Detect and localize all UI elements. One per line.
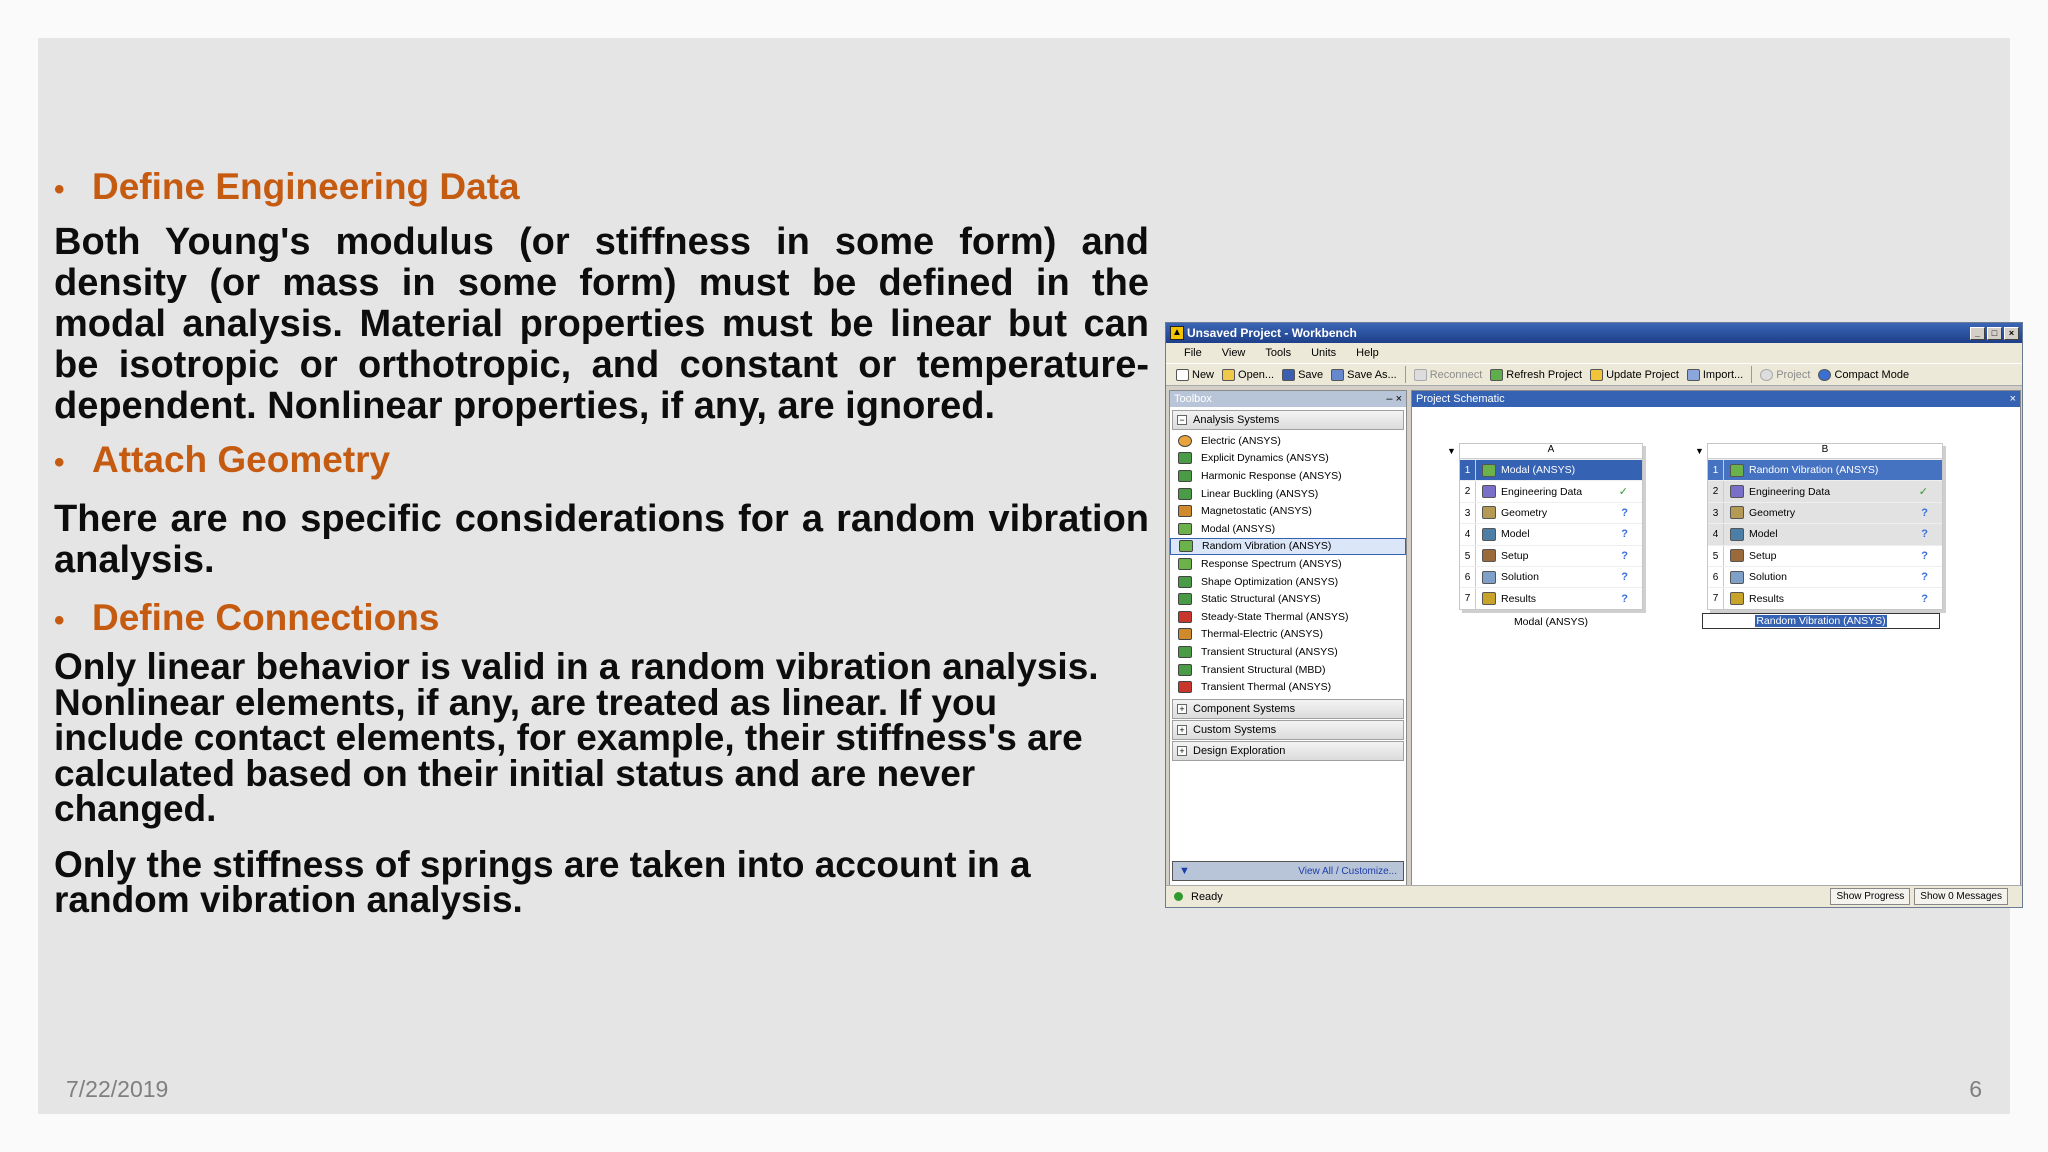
filter-icon[interactable]: ▼ <box>1179 865 1190 877</box>
project-button[interactable]: Project <box>1760 369 1810 381</box>
save-as-button[interactable]: Save As... <box>1331 369 1397 381</box>
electric-icon <box>1178 435 1192 447</box>
show-messages-button[interactable]: Show 0 Messages <box>1914 888 2008 905</box>
toolbox-item[interactable]: Explicit Dynamics (ANSYS) <box>1170 450 1406 468</box>
toolbar <box>1166 363 2022 386</box>
status-question-icon: ? <box>1621 549 1628 562</box>
reconnect-button[interactable]: Reconnect <box>1414 369 1483 381</box>
setup-icon <box>1730 549 1744 562</box>
heading-engineering-data: • Define Engineering Data <box>54 166 520 207</box>
transient-structural-icon <box>1178 646 1192 658</box>
geometry-icon <box>1730 506 1744 519</box>
toolbox-item[interactable]: Thermal-Electric (ANSYS) <box>1170 626 1406 644</box>
harmonic-response-icon <box>1178 470 1192 482</box>
back-icon <box>1760 369 1773 381</box>
status-question-icon: ? <box>1921 506 1928 519</box>
slide-text <box>54 166 1149 918</box>
system-menu-icon[interactable]: ▼ <box>1695 446 1704 456</box>
save-button[interactable]: Save <box>1282 369 1323 381</box>
system-a-row[interactable]: 6 Solution ? <box>1460 566 1642 587</box>
heading-define-connections: • Define Connections <box>54 597 440 638</box>
menu-tools[interactable]: Tools <box>1265 347 1292 359</box>
disk-icon <box>1282 369 1295 381</box>
ansys-logo-icon: ▲ <box>1170 326 1184 340</box>
compact-mode-button[interactable]: Compact Mode <box>1818 369 1909 381</box>
toolbox-item[interactable]: Harmonic Response (ANSYS) <box>1170 467 1406 485</box>
system-b-row[interactable]: 4 Model ? <box>1708 523 1942 544</box>
modal-icon <box>1178 523 1192 535</box>
menu-units[interactable]: Units <box>1311 347 1337 359</box>
status-question-icon: ? <box>1621 571 1628 584</box>
save-as-icon <box>1331 369 1344 381</box>
system-b-row[interactable]: 2 Engineering Data ✓ <box>1708 480 1942 501</box>
toolbox-item[interactable]: Magnetostatic (ANSYS) <box>1170 502 1406 520</box>
system-a-row[interactable]: 2 Engineering Data ✓ <box>1460 480 1642 501</box>
solution-icon <box>1482 571 1496 584</box>
open-button[interactable]: Open... <box>1222 369 1274 381</box>
linear-buckling-icon <box>1178 488 1192 500</box>
toolbox-footer <box>1172 861 1404 881</box>
toolbox-item[interactable]: Modal (ANSYS) <box>1170 520 1406 538</box>
menu-view[interactable]: View <box>1221 347 1246 359</box>
menu-file[interactable]: File <box>1184 347 1202 359</box>
toolbox-item[interactable]: Transient Thermal (ANSYS) <box>1170 678 1406 696</box>
system-a-row[interactable]: 4 Model ? <box>1460 523 1642 544</box>
ready-icon <box>1174 892 1183 901</box>
collapse-icon: − <box>1177 415 1187 425</box>
model-icon <box>1482 528 1496 541</box>
lightning-icon <box>1590 369 1603 381</box>
compact-mode-icon <box>1818 369 1831 381</box>
engineering-data-icon <box>1730 485 1744 498</box>
engineering-data-body: Both Young's modulus (or stiffness in some form) and density (or mass in some form) must be defined in the modal analysis. Material properties must be linear but can be isotropic or orthotropic, and constant or temperature-dependent. Nonlinear properties, if any, are ignored. <box>54 221 1149 427</box>
refresh-project-button[interactable]: Refresh Project <box>1490 369 1582 381</box>
engineering-data-icon <box>1482 485 1496 498</box>
status-question-icon: ? <box>1921 592 1928 605</box>
folder-icon <box>1222 369 1235 381</box>
system-a-row[interactable]: 7 Results ? <box>1460 587 1642 608</box>
model-icon <box>1730 528 1744 541</box>
toolbox-item[interactable]: Steady-State Thermal (ANSYS) <box>1170 608 1406 626</box>
schematic-header: Project Schematic × <box>1412 391 2020 407</box>
window-controls <box>1970 327 2022 340</box>
status-question-icon: ? <box>1621 506 1628 519</box>
response-spectrum-icon <box>1178 558 1192 570</box>
heading-attach-geometry: • Attach Geometry <box>54 439 391 480</box>
toolbox-item[interactable]: Response Spectrum (ANSYS) <box>1170 555 1406 573</box>
toolbox-item[interactable]: Electric (ANSYS) <box>1170 432 1406 450</box>
system-a-column-header: ▼ A <box>1460 444 1642 459</box>
new-button[interactable]: New <box>1176 369 1214 381</box>
status-question-icon: ? <box>1921 528 1928 541</box>
static-structural-icon <box>1178 593 1192 605</box>
transient-thermal-icon <box>1178 681 1192 693</box>
reconnect-icon <box>1414 369 1427 381</box>
analysis-systems-group[interactable]: − Analysis Systems <box>1172 410 1404 430</box>
project-schematic-pane <box>1411 390 2021 886</box>
status-bar <box>1166 885 2022 907</box>
toolbar-separator <box>1751 366 1752 383</box>
explicit-dynamics-icon <box>1178 452 1192 464</box>
system-a-block[interactable] <box>1447 443 1643 610</box>
toolbox-pane <box>1169 390 1407 886</box>
solution-icon <box>1730 571 1744 584</box>
system-b-row[interactable]: 3 Geometry ? <box>1708 502 1942 523</box>
system-b-row[interactable]: 7 Results ? <box>1708 587 1942 608</box>
system-b-title-row[interactable]: 1 Random Vibration (ANSYS) <box>1708 459 1942 480</box>
status-text: Ready <box>1191 890 1223 903</box>
schematic-close-icon[interactable]: × <box>2009 393 2016 405</box>
shape-optimization-icon <box>1178 576 1192 588</box>
component-systems-group[interactable]: + Component Systems <box>1172 699 1404 719</box>
system-b-block[interactable] <box>1695 443 1943 610</box>
system-a-row[interactable]: 3 Geometry ? <box>1460 502 1642 523</box>
system-b-column-header: ▼ B <box>1708 444 1942 459</box>
window-titlebar[interactable] <box>1166 323 2022 343</box>
system-a-caption[interactable]: Modal (ANSYS) <box>1513 616 1589 628</box>
minimize-icon[interactable]: _ <box>1970 327 1985 340</box>
status-question-icon: ? <box>1921 571 1928 584</box>
toolbox-item[interactable]: Shape Optimization (ANSYS) <box>1170 573 1406 591</box>
analysis-systems-list <box>1170 432 1406 696</box>
system-a-row[interactable]: 5 Setup ? <box>1460 545 1642 566</box>
workbench-window <box>1165 322 2023 908</box>
slide-date: 7/22/2019 <box>66 1076 169 1102</box>
system-a-title-row[interactable]: 1 Modal (ANSYS) <box>1460 459 1642 480</box>
expand-icon: + <box>1177 725 1187 735</box>
connections-body-1: Only linear behavior is valid in a random vibration analysis. Nonlinear elements, if any, are treated as linear. If you include contact elements, for example, their stiffness's are calculated based on their initial status and are never changed. <box>54 646 1099 829</box>
show-progress-button[interactable]: Show Progress <box>1830 888 1910 905</box>
toolbox-item-selected[interactable]: Random Vibration (ANSYS) <box>1170 538 1406 556</box>
maximize-icon[interactable]: □ <box>1987 327 2002 340</box>
window-title: Unsaved Project - Workbench <box>1187 326 1357 340</box>
slide-page-number: 6 <box>1969 1076 1982 1102</box>
status-check-icon: ✓ <box>1918 486 1928 499</box>
system-b-row[interactable]: 6 Solution ? <box>1708 566 1942 587</box>
attach-geometry-body: There are no specific considerations for a random vibration analysis. <box>54 498 1149 581</box>
update-project-button[interactable]: Update Project <box>1590 369 1679 381</box>
status-check-icon: ✓ <box>1618 486 1628 499</box>
toolbox-item[interactable]: Static Structural (ANSYS) <box>1170 590 1406 608</box>
toolbox-item[interactable]: Transient Structural (MBD) <box>1170 661 1406 679</box>
system-menu-icon[interactable]: ▼ <box>1447 446 1456 456</box>
toolbar-separator <box>1405 366 1406 383</box>
system-b-name-input[interactable]: Random Vibration (ANSYS) <box>1702 613 1940 629</box>
view-all-customize-link[interactable]: View All / Customize... <box>1298 865 1397 877</box>
import-button[interactable]: Import... <box>1687 369 1743 381</box>
import-icon <box>1687 369 1700 381</box>
connections-body-2: Only the stiffness of springs are taken into account in a random vibration analysis. <box>54 843 1031 920</box>
menu-bar <box>1166 343 2022 363</box>
magnetostatic-icon <box>1178 505 1192 517</box>
custom-systems-group[interactable]: + Custom Systems <box>1172 720 1404 740</box>
random-vibration-icon <box>1179 540 1193 552</box>
toolbox-close-icon[interactable]: – × <box>1386 393 1402 405</box>
menu-help[interactable]: Help <box>1356 347 1379 359</box>
results-icon <box>1482 592 1496 605</box>
design-exploration-group[interactable]: + Design Exploration <box>1172 741 1404 761</box>
thermal-electric-icon <box>1178 628 1192 640</box>
toolbox-item[interactable]: Linear Buckling (ANSYS) <box>1170 485 1406 503</box>
steady-state-thermal-icon <box>1178 611 1192 623</box>
geometry-icon <box>1482 506 1496 519</box>
refresh-icon <box>1490 369 1503 381</box>
slide <box>38 38 2016 1114</box>
new-file-icon <box>1176 369 1189 381</box>
setup-icon <box>1482 549 1496 562</box>
random-vibration-icon <box>1730 464 1744 477</box>
transient-structural-mbd-icon <box>1178 664 1192 676</box>
toolbox-header: Toolbox – × <box>1170 391 1406 407</box>
close-icon[interactable]: × <box>2004 327 2019 340</box>
status-question-icon: ? <box>1621 592 1628 605</box>
results-icon <box>1730 592 1744 605</box>
expand-icon: + <box>1177 704 1187 714</box>
status-question-icon: ? <box>1621 528 1628 541</box>
modal-icon <box>1482 464 1496 477</box>
expand-icon: + <box>1177 746 1187 756</box>
system-b-row[interactable]: 5 Setup ? <box>1708 545 1942 566</box>
toolbox-item[interactable]: Transient Structural (ANSYS) <box>1170 643 1406 661</box>
status-question-icon: ? <box>1921 549 1928 562</box>
